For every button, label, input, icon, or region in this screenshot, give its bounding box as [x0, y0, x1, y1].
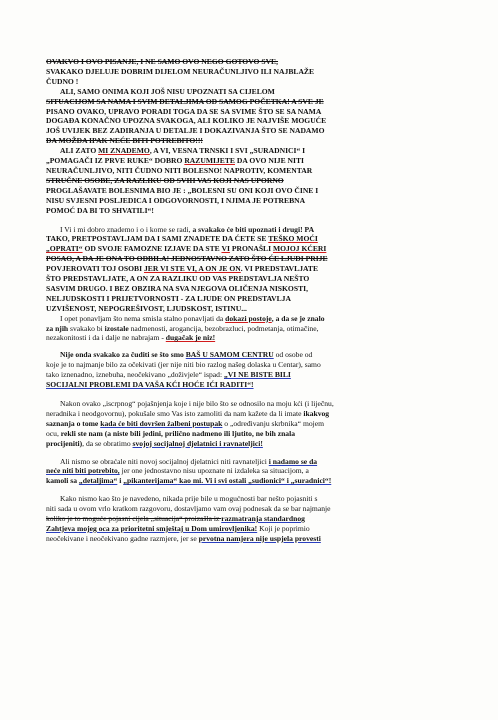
text-span: BAŠ U SAMOM CENTRU — [185, 350, 274, 360]
text-line — [46, 324, 454, 334]
text-line — [46, 419, 454, 429]
text-span: ocu, — [46, 428, 61, 438]
text-line: NEURAČUNLJIVO, NITI ČUDNO NITI BOLESNO! NAPROTIV, KOMENTAR — [46, 165, 313, 175]
text-span: Nije onda svakako za čuditi se što smo — [60, 350, 186, 360]
text-line: NISU SVJESNI POSLJEDICA I ODGOVORNOSTI, I NJIMA JE POTREBNA — [46, 195, 306, 205]
text-line — [46, 466, 454, 476]
text-span: saznanja o tome — [46, 418, 101, 428]
text-line — [46, 409, 454, 419]
text-line — [46, 333, 454, 343]
text-line — [46, 457, 454, 467]
text-span: neće niti biti potrebito, — [46, 466, 120, 476]
text-span: VI — [221, 244, 230, 254]
text-line — [46, 429, 454, 439]
text-span: od osobe od — [273, 350, 313, 360]
text-line: ŠTO PREDSTAVLJATE, A ON ZA RAZLIKU OD VAS PREDSTAVLJA NEŠTO — [46, 274, 310, 284]
text-span: Ali nismo se obraćale niti novoj socijalnoj djelatnici niti ravnateljici — [60, 456, 269, 466]
paragraph-social-workers — [46, 457, 454, 487]
text-line: SVAKAKO DJELUJE DOBRIM DIJELOM NEURAČUNLJIVO ILI NAJBLAŽE — [46, 66, 315, 76]
paragraph-guardian — [46, 399, 454, 449]
text-line — [46, 264, 454, 274]
text-span: i nadamo se da — [268, 456, 318, 466]
text-line: PROGLAŠAVATE BOLESNIMA BIO JE : „BOLESNI SU ONI KOJI OVO ČINE I — [46, 185, 319, 195]
text-line: JOŠ UVIJEK BEZ ZADIRANJA U DETALJE I DOKAZIVANJA ŠTO SE NADAMO — [46, 126, 325, 136]
text-span: „VI NE BISTE BILI — [223, 370, 291, 380]
text-span: I opet ponavljam što nema smisla stalno ponavljati da — [60, 313, 226, 323]
text-span: o „određivanju skrbnika“ mojem — [222, 418, 325, 428]
text-line: STRUČNE OSOBE, ZA RAZLIKU OD SVIH VAS KOJI NAS UPORNO — [46, 175, 284, 185]
text-line: Kako nismo kao što je navedeno, nikada prije bile u mogućnosti bar nešto pojasniti s — [60, 494, 318, 504]
text-line: DOGAĐA KONAČNO UPOZNA SVAKOGA, ALI KOLIKO JE NAJVIŠE MOGUĆE — [46, 116, 327, 126]
text-line — [46, 146, 454, 156]
text-span: „detaljima“ — [78, 476, 118, 486]
text-line: Nakon ovako „iscrpnog“ pojašnjenja koje i nije bilo što se odnosilo na moju kći (i liječnu, — [60, 399, 334, 408]
text-line — [46, 156, 454, 166]
text-line — [46, 225, 454, 235]
text-span: za njih — [46, 323, 69, 333]
text-span: tako iznenadno, iznebuha, neočekivano „doživjele“ ispad: — [46, 370, 224, 380]
text-line: POSAO, A DA JE ONA TO ODBILA! JEDNOSTAVNO ZATO ŠTO ĆE LJUDI PRIJE — [46, 254, 328, 264]
text-span: nezakonitosti i da i dalje ne nabrajam - — [46, 333, 166, 343]
text-span: Koji je poprimio — [257, 523, 310, 533]
text-span: procijeniti) — [46, 438, 83, 448]
text-span: „POMAGAČI IZ PRVE RUKE“ DOBRO — [46, 156, 185, 166]
text-line: NELJUDSKOSTI I PRIJETVORNOSTI - ZA LJUDE ON PREDSTAVLJA — [46, 293, 291, 303]
text-span: „OPRATI“ — [46, 244, 83, 254]
paragraph-intro — [46, 57, 454, 87]
text-line — [46, 350, 454, 360]
text-span: svojoj socijalnoj djelatnici i ravnateljici! — [132, 438, 263, 448]
text-span: neočekivane i neočekivano gadne razmjere, jer se — [46, 533, 199, 543]
text-span: MI ZNADEMO — [98, 146, 150, 156]
text-span: , da se obratimo — [82, 438, 133, 448]
text-line — [46, 514, 454, 524]
text-span: ALI ZATO — [60, 146, 99, 156]
text-span: rekli ste nam (a niste bili jedini, prilično nadmeno ili ljutito, ne bih znala — [60, 428, 295, 438]
text-line: SASVIM DRUGO. I BEZ OBZIRA NA SVA NJEGOVA OLIČENJA NISKOSTI, — [46, 283, 308, 293]
paragraph-evidence — [46, 314, 454, 344]
text-span: Zahtjeva mojeg oca za prioritetni smještaj u Dom umirovljenika! — [46, 523, 258, 533]
text-span: . VI PREDSTAVLJATE — [240, 264, 319, 274]
text-span: dugačak je niz! — [165, 333, 216, 343]
text-span: izostale — [104, 323, 129, 333]
text-span: prvotna namjera nije uspjela provesti — [198, 533, 321, 543]
text-line — [46, 476, 454, 486]
text-span: OD SVOJE FAMOZNE IZJAVE DA STE — [82, 244, 222, 254]
text-line: niti sada u ovom vrlo kratkom razgovoru, dostavljamo vam ovaj podnesak da se bar najmanje — [46, 504, 331, 514]
text-span: i — [117, 476, 124, 486]
text-span: dokazi postoje — [225, 313, 272, 323]
text-line — [46, 439, 454, 449]
text-span: svakako bi — [68, 323, 105, 333]
paragraph-we-know — [46, 146, 454, 215]
text-span: MOJOJ KĆERI — [272, 244, 327, 254]
text-span: I Vi i mi dobro znademo i o i kome se radi, — [60, 224, 193, 234]
text-span: kamoli sa — [46, 476, 79, 486]
text-span: ikakvog — [303, 408, 330, 418]
text-line — [46, 524, 454, 534]
text-line — [46, 314, 454, 324]
text-line: ČUDNO ! — [46, 76, 79, 86]
text-line — [46, 534, 454, 544]
text-line: SOCIJALNI PROBLEMI DA VAŠA KĆI HOĆE IĆI RADITI“! — [46, 380, 254, 390]
paragraph-statement — [46, 225, 454, 314]
text-line: POMOĆ DA BI TO SHVATILI“! — [46, 205, 154, 215]
text-line — [46, 234, 454, 244]
text-line — [46, 370, 454, 380]
text-span: , a da se je znalo — [271, 313, 325, 323]
text-line: koje je to najmanje bilo za očekivati (jer nije niti bio razlog našeg dolaska u Centar), samo — [46, 360, 321, 370]
text-span: razmatranja standardnog — [221, 514, 305, 524]
text-line: OVAKVO I OVO PISANJE, I NE SAMO OVO NEGO GOTOVO SVE, — [46, 57, 279, 66]
text-span: DA OVO NIJE NITI — [234, 156, 305, 166]
text-line: PISANO OVAKO, UPRAVO PORADI TOGA DA SE SA SVIME ŠTO SE SA NAMA — [46, 106, 322, 116]
text-span: neradnika i neodgovornu), pokušale smo Vas isto zamoliti da nam kažete da li imate — [46, 408, 304, 418]
text-span: kao mi. Vi i svi ostali „sudionici“ i „suradnici“! — [177, 476, 332, 486]
text-line: ALI, SAMO ONIMA KOJI JOŠ NISU UPOZNATI SA CIJELOM — [60, 86, 275, 96]
text-line: DA MOŽDA IPAK NEĆE BITI POTREBITO!!! — [46, 136, 203, 146]
text-span: koliko je to moguće pojasni cijela „situacija“ proizašla iz — [46, 514, 222, 524]
paragraph-centre — [46, 350, 454, 390]
text-span: a svakako će biti upoznati i drugi! PA — [192, 224, 315, 234]
text-span: , A VI, VESNA TRNSKI I SVI „SURADNICI“ I — [149, 146, 306, 156]
text-span: TAKO, PRETPOSTAVLJAM DA I SAMI ZNADETE DA ĆETE SE — [46, 234, 269, 244]
text-span: JER VI STE VI, A ON JE ON — [143, 264, 241, 274]
text-span: PRONAŠLI — [229, 244, 273, 254]
text-line: SITUACIJOM SA NAMA I SVIM DETALJIMA OD SAMOG POČETKA! A SVE JE — [46, 96, 324, 106]
text-line: UZVIŠENOST, NEPOGREŠIVOST, LJUDSKOST, ISTINU... — [46, 303, 247, 313]
text-span: kada će biti dovršen žalbeni postupak — [100, 418, 223, 428]
text-span: TEŠKO MOĆI — [268, 234, 318, 244]
paragraph-context — [46, 87, 454, 146]
text-span: RAZUMIJETE — [184, 156, 235, 166]
text-span: jer one jednostavno nisu upoznate ni izdaleka sa situacijom, a — [119, 466, 309, 476]
text-span: „pikanterijama“ — [123, 476, 178, 486]
paragraph-submission — [46, 494, 454, 544]
text-span: POVJEROVATI TOJ OSOBI — [46, 264, 144, 274]
text-line — [46, 244, 454, 254]
text-span: nadmenosti, arogancija, bezobrazluci, podmetanja, otimačine, — [128, 323, 319, 333]
